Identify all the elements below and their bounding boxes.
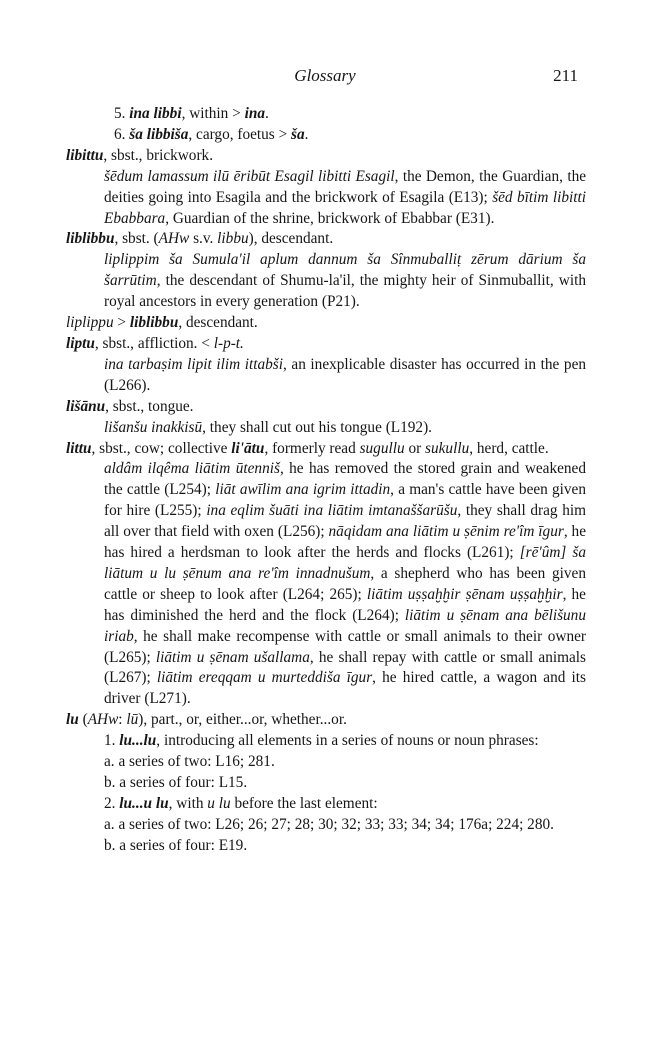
- headword: liblibbu: [66, 230, 115, 248]
- example: liplippim ša Sumula'il aplum dannum ša Sînmuballiṭ zērum dārium ša šarrūtim, the descendant of Shumu-la'il, the mighty heir of Sinmuballit, with royal ancestors in every generation (P21).: [104, 251, 586, 311]
- headword: libittu: [66, 146, 104, 164]
- entry-lisanu: lišānu, sbst., tongue.: [66, 397, 194, 415]
- subsense-b: b. a series of four: E19.: [104, 836, 248, 854]
- example: šēdum lamassum ilū ēribūt Esagil libitti Esagil, the Demon, the Guardian, the deities going into Esagila and the brickwork of Esagila (E13); šēd bītim libitti Ebabbara, Guardian of the shrine, brickwork of Ebabbar (E31).: [104, 167, 587, 227]
- example: lišanšu inakkisū, they shall cut out his tongue (L192).: [104, 418, 432, 436]
- subsense-a: a. a series of two: L26; 26; 27; 28; 30; 32; 33; 33; 34; 34; 176a; 224; 280.: [104, 815, 554, 833]
- example: aldâm ilqêma liātim ūtenniš, he has removed the stored grain and weakened the cattle (L254); liāt awīlim ana igrim ittadin, a man's cattle have been given for hire (L255); ina eqlim šuāti ina liātim imtanaššarūšu, they shall drag him all over that field with oxen (L256); nāqidam ana liātim u ṣēnim re'îm īgur, he has hired a herdsman to look after the herds and flocks (L261); [rē'ûm] ša liātum u lu ṣēnum ana re'îm innadnušum, a shepherd who has been given cattle or sheep to look after (L264; 265); liātim uṣṣaḫḫir ṣēnam uṣṣaḫḫir, he has diminished the herd and the flock (L264); liātim u ṣēnam ana bēlišunu iriab, he shall make recompense with cattle or small animals to their owner (L265); liātim u ṣēnam ušallama, he shall repay with cattle or small animals (L267); liātim ereqqam u murteddiša īgur, he hired cattle, a wagon and its driver (L271).: [104, 460, 586, 708]
- entry-lu: lu (AHw: lū), part., or, either...or, whether...or.: [66, 711, 347, 729]
- headword: lišānu: [66, 397, 106, 415]
- sense-2: 2. lu...u lu, with u lu before the last element:: [104, 794, 378, 812]
- running-title: Glossary: [294, 66, 356, 85]
- entry-liblibbu: liblibbu, sbst. (AHw s.v. libbu), descendant.: [66, 230, 334, 248]
- subsense-5: 5. ina libbi, within > ina.: [114, 105, 269, 122]
- example: ina tarbaṣim lipit ilim ittabši, an inexplicable disaster has occurred in the pen (L266).: [104, 355, 587, 394]
- headword: liplippu: [66, 314, 114, 332]
- headword: lu: [66, 711, 79, 729]
- subsense-a: a. a series of two: L16; 281.: [104, 753, 275, 771]
- entry-liptu: liptu, sbst., affliction. < l-p-t.: [66, 334, 244, 352]
- page-number: 211: [553, 66, 578, 85]
- running-head: [0, 66, 650, 88]
- headword: littu: [66, 439, 92, 457]
- sense-1: 1. lu...lu, introducing all elements in a series of nouns or noun phrases:: [104, 732, 539, 750]
- subsense-b: b. a series of four: L15.: [104, 774, 248, 791]
- entry-littu: littu, sbst., cow; collective li'ātu, formerly read sugullu or sukullu, herd, cattle.: [66, 439, 549, 457]
- subsense-6: 6. ša libbiša, cargo, foetus > ša.: [114, 125, 309, 143]
- glossary-text: [66, 104, 586, 857]
- entry-liplippu: liplippu > liblibbu, descendant.: [66, 314, 258, 332]
- entry-libittu: libittu, sbst., brickwork.: [66, 146, 214, 164]
- headword: liptu: [66, 334, 95, 352]
